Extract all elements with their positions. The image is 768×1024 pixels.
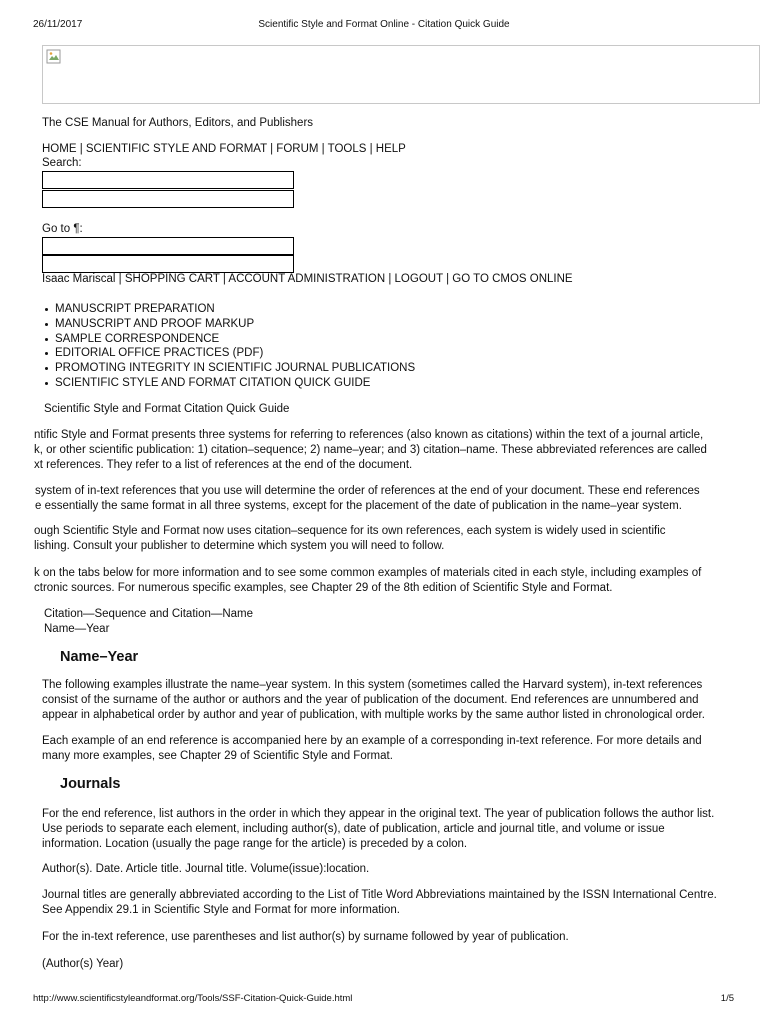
tools-menu-item[interactable]: SCIENTIFIC STYLE AND FORMAT CITATION QUICK GUIDE [42, 376, 415, 391]
tools-menu-item[interactable]: EDITORIAL OFFICE PRACTICES (PDF) [42, 346, 415, 361]
intro-paragraph-2: system of in-text references that you use will determine the order of references at the end of your document. These end references e essentially the same format in all three systems, except for the placement of the date of publication in the name–year system. [35, 485, 700, 512]
search-label: Search: [42, 157, 82, 169]
journals-paragraph-2: Journal titles are generally abbreviated according to the List of Title Word Abbreviations maintained by the ISSN International Centre. See Appendix 29.1 in Scientific Style and Format for more information. [42, 889, 717, 916]
name-year-paragraph-1: The following examples illustrate the name–year system. In this system (sometimes called the Harvard system), in-text references consist of the surname of the author or authors and the year of publication of the document. End references are unnumbered and appear in alphabetical order by author and year of publication, with multiple works by the same author listed in chronological order. [42, 679, 705, 721]
print-date: 26/11/2017 [33, 19, 83, 30]
search-button[interactable] [42, 190, 294, 208]
goto-button[interactable] [42, 255, 294, 273]
site-banner[interactable] [42, 45, 760, 104]
tools-menu-item[interactable]: MANUSCRIPT AND PROOF MARKUP [42, 317, 415, 332]
journals-paragraph-3: For the in-text reference, use parentheses and list author(s) by surname followed by year of publication. [42, 931, 569, 943]
broken-image-icon [46, 49, 62, 65]
search-input[interactable] [42, 171, 294, 189]
journals-heading: Journals [60, 776, 121, 792]
name-year-paragraph-2: Each example of an end reference is accompanied here by an example of a corresponding in-text reference. For more details and many more examples, see Chapter 29 of Scientific Style and Format. [42, 735, 702, 762]
intext-reference-format: (Author(s) Year) [42, 958, 124, 970]
end-reference-format: Author(s). Date. Article title. Journal title. Volume(issue):location. [42, 863, 370, 875]
name-year-heading: Name–Year [60, 649, 139, 665]
print-title: Scientific Style and Format Online - Citation Quick Guide [258, 19, 510, 30]
site-tagline: The CSE Manual for Authors, Editors, and Publishers [42, 117, 314, 129]
print-page-number: 1/5 [720, 993, 734, 1004]
goto-input[interactable] [42, 237, 294, 255]
tab-name-year[interactable]: Name—Year [44, 623, 110, 635]
intro-paragraph-4: k on the tabs below for more information and to see some common examples of materials cited in each style, including examples of ctronic sources. For numerous specific examples, see Chapter 29 of the 8th edition of Scientific Style and Format. [34, 567, 702, 594]
intro-paragraph-3: ough Scientific Style and Format now uses citation–sequence for its own references, each system is widely used in scientific lishing. Consult your publisher to determine which system you will need to follow. [34, 525, 666, 552]
goto-label: Go to ¶: [42, 223, 83, 235]
tools-menu [42, 302, 415, 391]
print-url: http://www.scientificstyleandformat.org/Tools/SSF-Citation-Quick-Guide.html [33, 993, 353, 1004]
page-title: Scientific Style and Format Citation Quick Guide [44, 403, 290, 415]
tools-menu-item[interactable]: PROMOTING INTEGRITY IN SCIENTIFIC JOURNAL PUBLICATIONS [42, 361, 415, 376]
journals-paragraph-1: For the end reference, list authors in the order in which they appear in the original text. The year of publication follows the author list. Use periods to separate each element, including author(s), date of publication, article and journal title, and volume or issue information. Location (usually the page range for the article) is preceded by a colon. [42, 808, 715, 850]
user-nav[interactable]: Isaac Mariscal | SHOPPING CART | ACCOUNT ADMINISTRATION | LOGOUT | GO TO CMOS ONLINE [42, 273, 573, 285]
top-nav[interactable]: HOME | SCIENTIFIC STYLE AND FORMAT | FORUM | TOOLS | HELP [42, 143, 406, 155]
tools-menu-item[interactable]: MANUSCRIPT PREPARATION [42, 302, 415, 317]
tab-citation-sequence[interactable]: Citation—Sequence and Citation—Name [44, 608, 254, 620]
tools-menu-item[interactable]: SAMPLE CORRESPONDENCE [42, 332, 415, 347]
intro-paragraph-1: ntific Style and Format presents three systems for referring to references (also known as citations) within the text of a journal article, k, or other scientific publication: 1) citation–sequence; 2) name–year; and 3) citation–name. These abbreviated references are called xt references. They refer to a list of references at the end of the document. [34, 429, 707, 471]
